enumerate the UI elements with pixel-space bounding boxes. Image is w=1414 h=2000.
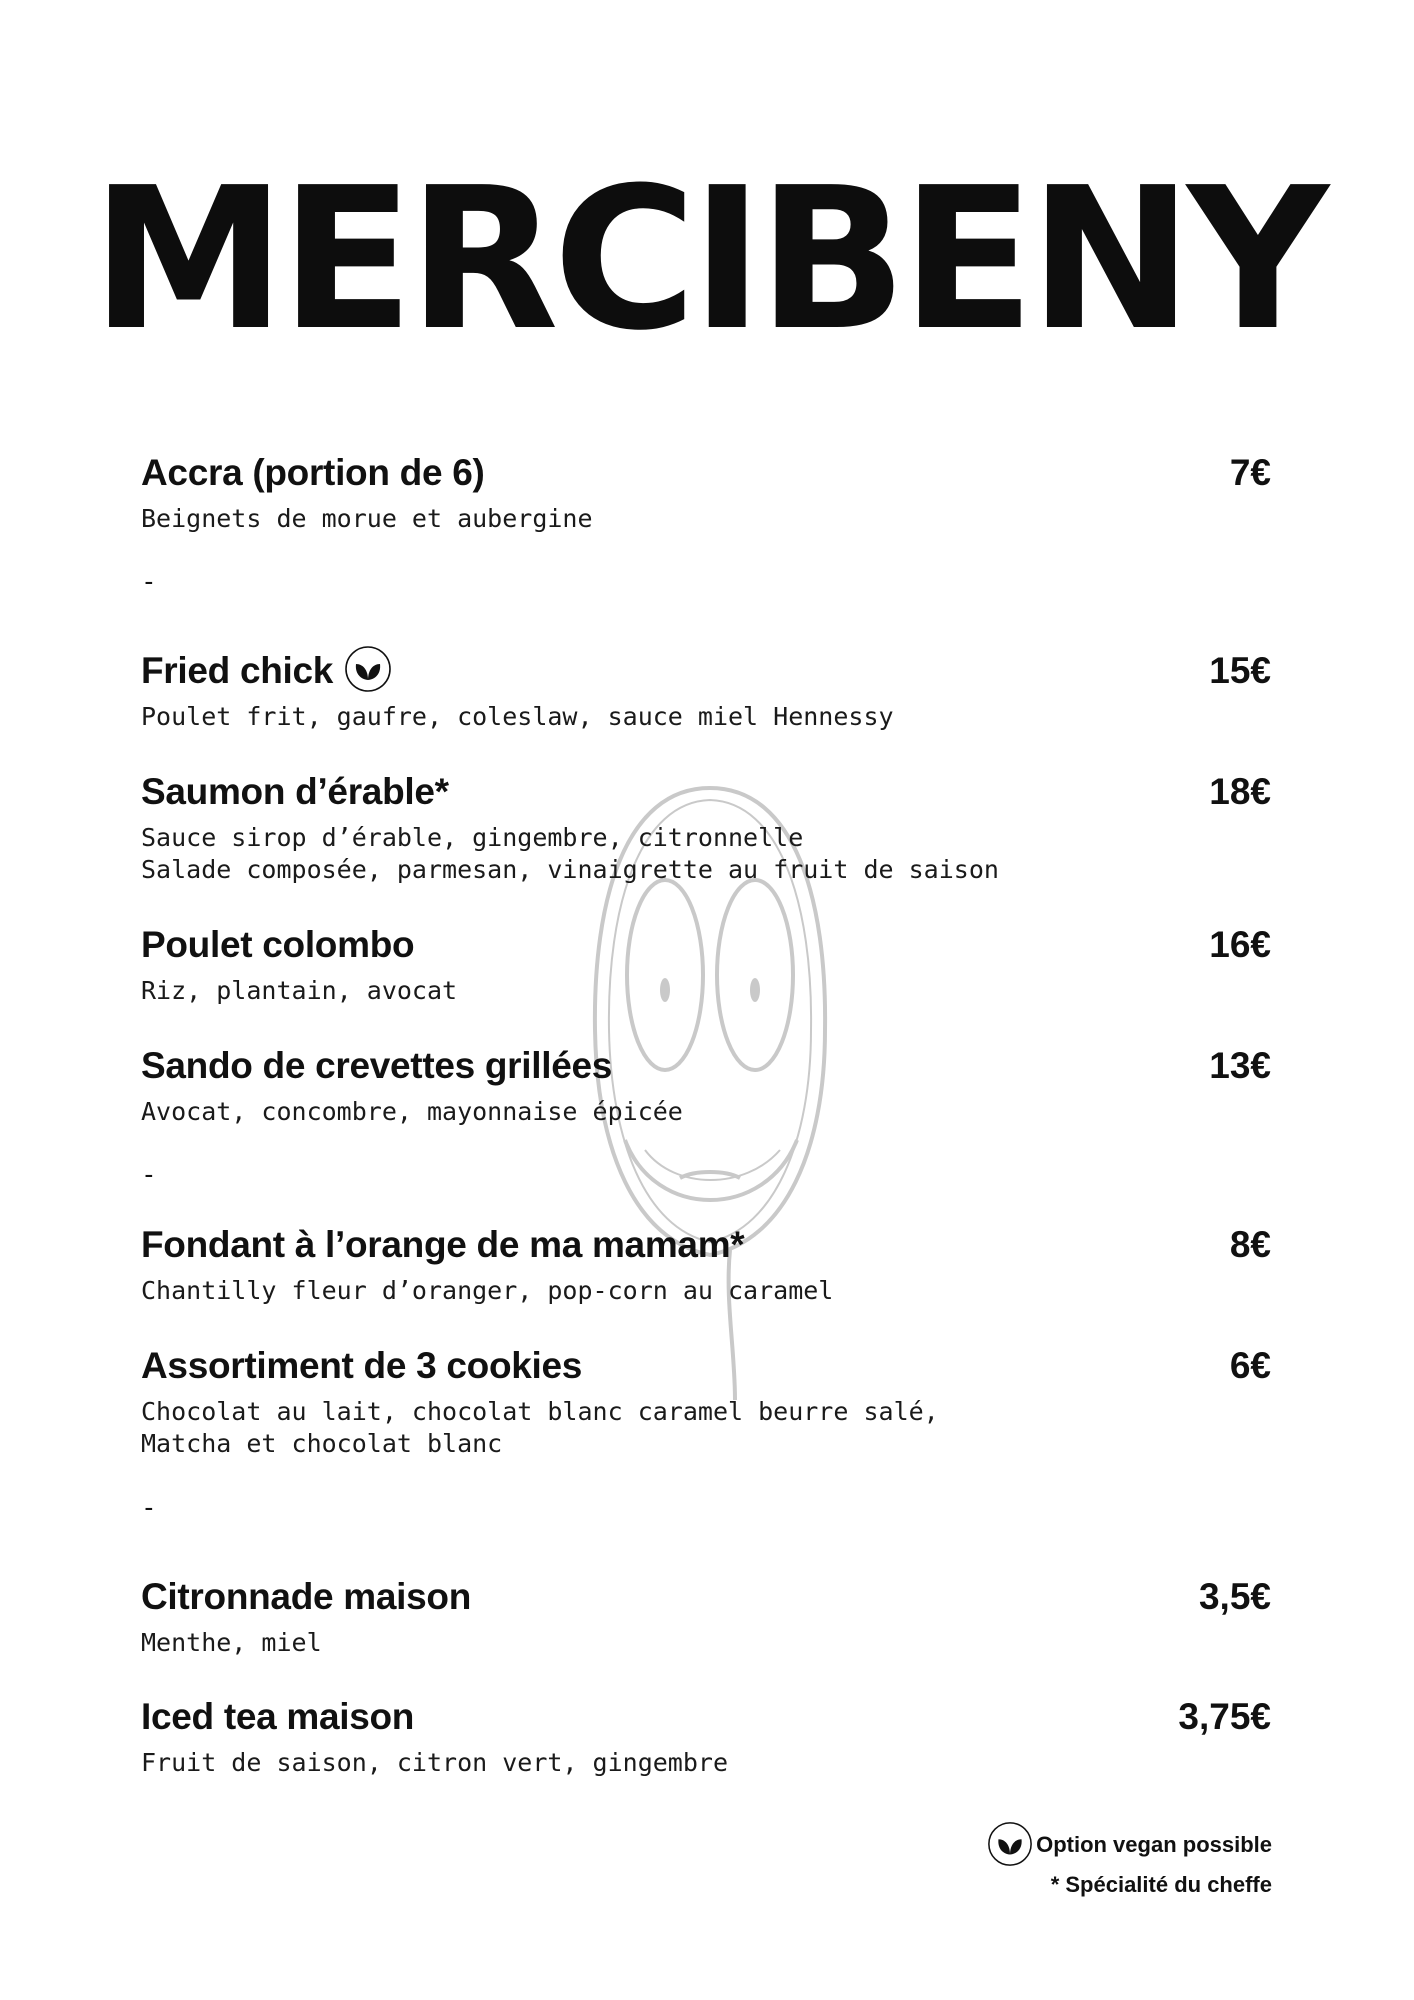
item-name: Citronnade maison xyxy=(141,1576,471,1617)
item-price: 7€ xyxy=(1229,452,1271,493)
restaurant-title: MERCIBENY xyxy=(91,146,1323,374)
item-price: 18€ xyxy=(1209,771,1271,812)
item-description: Menthe, miel xyxy=(141,1628,322,1657)
item-name: Accra (portion de 6) xyxy=(141,452,485,493)
menu-item-poulet-colombo xyxy=(141,919,1271,1007)
item-description: Fruit de saison, citron vert, gingembre xyxy=(141,1748,728,1777)
item-price: 3,75€ xyxy=(1178,1696,1271,1737)
item-description: Poulet frit, gaufre, coleslaw, sauce miel Hennessy xyxy=(141,702,894,731)
leaf-icon xyxy=(986,1820,1034,1868)
item-price: 8€ xyxy=(1229,1224,1271,1265)
item-description: Beignets de morue et aubergine xyxy=(141,504,593,533)
legend-vegan-row xyxy=(986,1822,1272,1870)
item-name: Fried chick xyxy=(141,650,334,691)
item-price: 6€ xyxy=(1229,1345,1271,1386)
item-name: Fondant à l’orange de ma mamam* xyxy=(141,1224,745,1265)
menu-item-iced-tea xyxy=(141,1691,1271,1779)
item-name: Poulet colombo xyxy=(141,924,415,965)
section-separator: - xyxy=(141,1160,157,1190)
item-description: Chantilly fleur d’oranger, pop-corn au caramel xyxy=(141,1276,834,1305)
menu-item-citronnade xyxy=(141,1571,1271,1659)
item-price: 3,5€ xyxy=(1198,1576,1271,1617)
item-description: Chocolat au lait, chocolat blanc caramel beurre salé, xyxy=(141,1397,939,1426)
menu-item-sando-crevettes xyxy=(141,1040,1271,1128)
menu-legend xyxy=(986,1822,1272,1900)
section-separator: - xyxy=(141,567,157,597)
item-name-wrapper xyxy=(141,645,393,698)
item-description: Matcha et chocolat blanc xyxy=(141,1429,503,1458)
item-price: 16€ xyxy=(1209,924,1271,965)
menu-item-cookies xyxy=(141,1340,1271,1460)
item-description: Riz, plantain, avocat xyxy=(141,976,458,1005)
menu-item-accra xyxy=(141,447,1271,535)
legend-special-row xyxy=(986,1870,1272,1900)
item-description: Salade composée, parmesan, vinaigrette au fruit de saison xyxy=(141,855,999,884)
menu-item-fried-chick xyxy=(141,645,1271,733)
item-description: Sauce sirop d’érable, gingembre, citronnelle xyxy=(141,823,804,852)
item-description: Avocat, concombre, mayonnaise épicée xyxy=(141,1097,683,1126)
legend-vegan-label: Option vegan possible xyxy=(1036,1831,1272,1857)
menu-item-saumon-erable xyxy=(141,766,1271,886)
item-name: Sando de crevettes grillées xyxy=(141,1045,613,1086)
item-name: Iced tea maison xyxy=(141,1696,415,1737)
menu-item-fondant-orange xyxy=(141,1219,1271,1307)
item-name: Assortiment de 3 cookies xyxy=(141,1345,583,1386)
item-name: Saumon d’érable* xyxy=(141,771,449,812)
legend-special-label: * Spécialité du cheffe xyxy=(1050,1872,1272,1897)
item-price: 13€ xyxy=(1209,1045,1271,1086)
leaf-icon xyxy=(343,644,393,694)
section-separator: - xyxy=(141,1493,157,1523)
item-price: 15€ xyxy=(1209,650,1271,691)
